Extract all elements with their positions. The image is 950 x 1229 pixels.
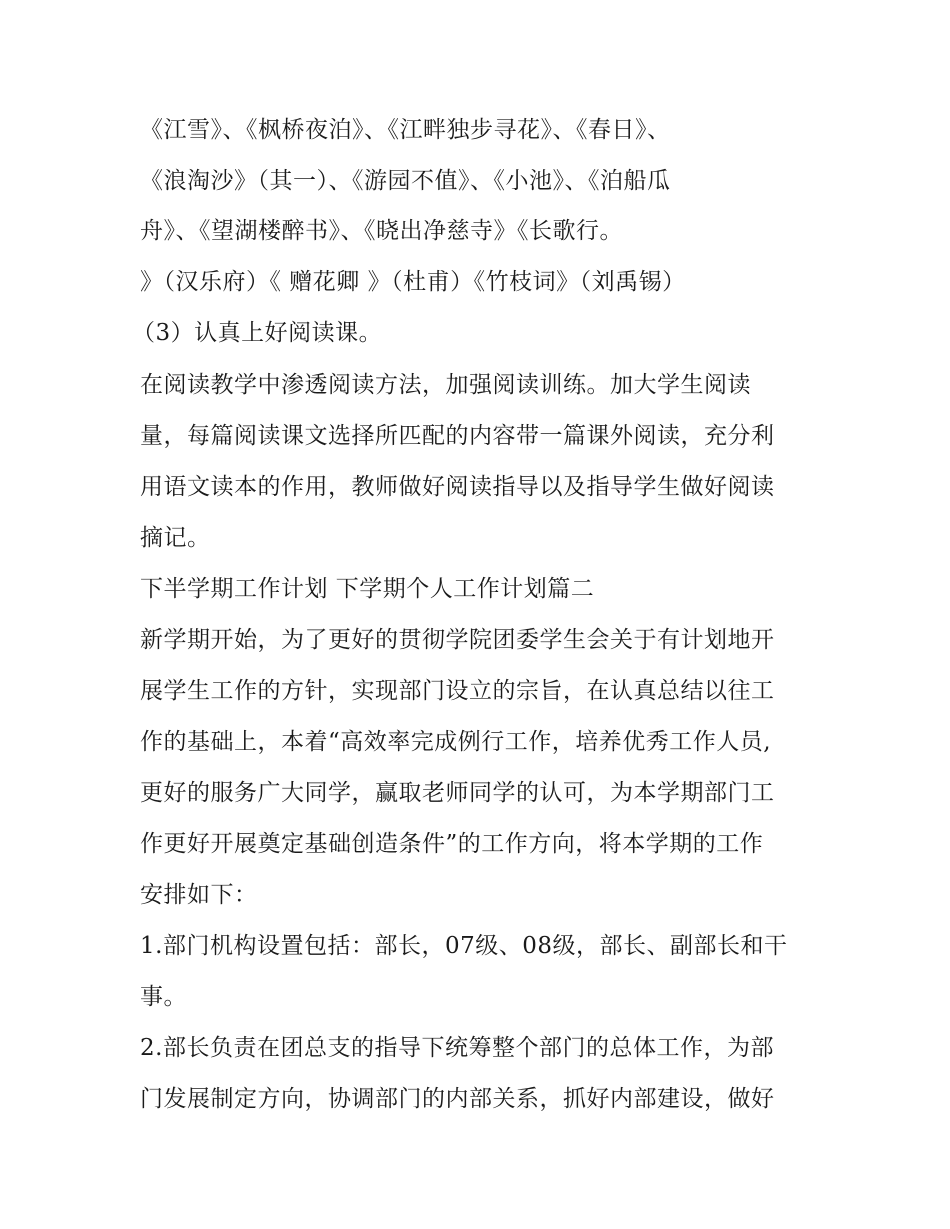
text-line: 《浪淘沙》（其一）、《游园不值》、《小池》、《泊船瓜 <box>140 168 671 194</box>
text-line: 》（汉乐府）《 赠花卿 》（杜甫）《竹枝词》（刘禹锡） <box>140 269 686 295</box>
text-line: （3）认真上好阅读课。 <box>132 320 383 346</box>
text-line: 新学期开始，为了更好的贯彻学院团委学生会关于有计划地开 <box>140 627 775 653</box>
text-line: 作更好开展奠定基础创造条件”的工作方向，将本学期的工作 <box>140 831 764 857</box>
section-heading: 下半学期工作计划 下学期个人工作计划篇二 <box>140 576 595 602</box>
text-line: 事。 <box>140 984 187 1010</box>
text-line: 用语文读本的作用，教师做好阅读指导以及指导学生做好阅读 <box>140 474 775 500</box>
text-line: 舟》、《望湖楼醉书》、《晓出净慈寺》《长歌行。 <box>140 218 623 244</box>
text-line: 门发展制定方向，协调部门的内部关系，抓好内部建设，做好 <box>140 1086 775 1112</box>
text-line: 《江雪》、《枫桥夜泊》、《江畔独步寻花》、《春日》、 <box>140 117 671 143</box>
text-line: 1.部门机构设置包括：部长，07级、08级，部长、副部长和干 <box>140 933 788 959</box>
text-line: 安排如下： <box>140 882 258 908</box>
text-line: 作的基础上，本着“高效率完成例行工作，培养优秀工作人员, <box>140 729 772 755</box>
text-line: 在阅读教学中渗透阅读方法，加强阅读训练。加大学生阅读 <box>140 372 751 398</box>
text-line: 量，每篇阅读课文选择所匹配的内容带一篇课外阅读，充分利 <box>140 423 775 449</box>
text-line: 2.部长负责在团总支的指导下统筹整个部门的总体工作，为部 <box>140 1035 774 1061</box>
text-line: 展学生工作的方针，实现部门设立的宗旨，在认真总结以往工 <box>140 678 775 704</box>
text-line: 更好的服务广大同学，赢取老师同学的认可，为本学期部门工 <box>140 780 775 806</box>
text-line: 摘记。 <box>140 525 211 551</box>
